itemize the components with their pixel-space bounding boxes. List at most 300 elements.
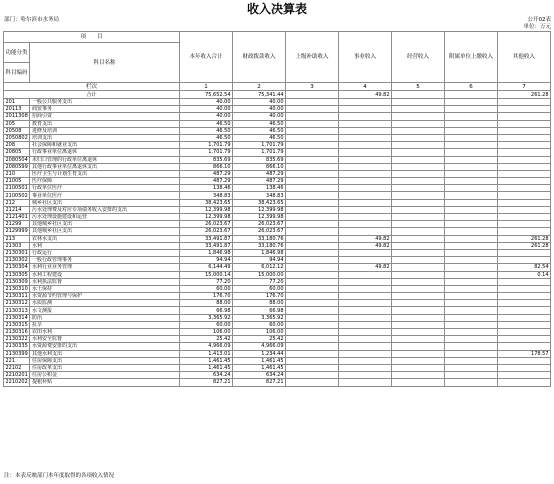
amount-cell: [498, 357, 551, 364]
amount-cell: [339, 293, 392, 300]
amount-cell: [445, 343, 498, 350]
amount-cell: 40.00: [233, 106, 286, 113]
amount-cell: [339, 307, 392, 314]
amount-cell: [445, 206, 498, 213]
table-row: [4, 156, 551, 163]
amount-cell: 49.82: [339, 242, 392, 249]
amount-cell: [498, 228, 551, 235]
amount-cell: 827.21: [180, 379, 233, 386]
amount-cell: [498, 134, 551, 141]
total-label: 合计: [4, 91, 180, 99]
amount-cell: [445, 329, 498, 336]
amount-cell: [445, 235, 498, 242]
table-row: [4, 329, 551, 336]
amount-cell: 46.50: [233, 127, 286, 134]
subject-name-cell: 水质监测: [30, 300, 180, 307]
amount-cell: 33,491.87: [180, 235, 233, 242]
amount-cell: [392, 364, 445, 371]
row-label-cell: 栏次: [4, 83, 180, 91]
col-other-header: 其他收入: [498, 32, 551, 83]
subject-code-cell: 2130302: [5, 257, 28, 264]
amount-cell: [498, 257, 551, 264]
amount-cell: [339, 149, 392, 156]
subject-name-cell: 污水处理设施建设和运营: [30, 214, 180, 221]
amount-cell: 82.54: [498, 264, 551, 271]
amount-cell: [339, 192, 392, 199]
subject-code-cell: 212: [4, 199, 30, 206]
amount-cell: [392, 214, 445, 221]
amount-cell: 261.28: [498, 235, 551, 242]
amount-cell: [445, 120, 498, 127]
amount-cell: [286, 99, 339, 106]
subject-code-cell: 2130313: [5, 307, 28, 314]
amount-cell: [392, 149, 445, 156]
total-cell: 75,652.54: [180, 91, 233, 99]
col-business-header: 事业收入: [339, 32, 392, 83]
amount-cell: [339, 214, 392, 221]
subject-name-cell: 进修及培训: [30, 127, 180, 134]
table-row: [4, 343, 551, 350]
amount-cell: 40.00: [233, 113, 286, 120]
table-row: [4, 350, 551, 357]
subject-name-cell: 抗旱: [30, 321, 180, 328]
subject-code-cell: 2210202: [5, 379, 28, 386]
table-row: [4, 134, 551, 141]
amount-cell: [286, 314, 339, 321]
subject-name-cell: 医疗卫生与计划生育支出: [30, 170, 180, 177]
amount-cell: 1,701.79: [233, 142, 286, 149]
table-row: [4, 264, 551, 271]
subject-name-cell: 教育支出: [30, 120, 180, 127]
amount-cell: [498, 120, 551, 127]
amount-cell: 176.70: [180, 293, 233, 300]
table-row: [4, 99, 551, 106]
amount-cell: 1,701.79: [180, 142, 233, 149]
amount-cell: [286, 321, 339, 328]
subject-code-cell: 2130314: [5, 314, 28, 321]
subject-name-cell: 住房公积金: [30, 372, 180, 379]
table-row: [4, 293, 551, 300]
colnum-cell: 3: [286, 83, 339, 91]
amount-cell: 33,180.76: [233, 235, 286, 242]
amount-cell: 487.29: [180, 178, 233, 185]
table-row: [4, 214, 551, 221]
amount-cell: 38,423.65: [180, 199, 233, 206]
subject-code-cell: 2130310: [5, 285, 28, 292]
subject-code-cell: 210: [4, 170, 30, 177]
amount-cell: 487.29: [233, 178, 286, 185]
amount-cell: 835.69: [180, 156, 233, 163]
amount-cell: [339, 329, 392, 336]
subject-code-cell: 21005: [4, 178, 30, 185]
amount-cell: [445, 364, 498, 371]
colnum-cell: 1: [180, 83, 233, 91]
amount-cell: 1,461.45: [180, 357, 233, 364]
subject-code-cell: 21299: [4, 221, 30, 228]
subject-name-cell: 农林水支出: [30, 235, 180, 242]
amount-cell: [339, 221, 392, 228]
subject-name-cell: 未归口管理的行政单位离退休: [30, 156, 180, 163]
amount-cell: 26,023.67: [233, 221, 286, 228]
amount-cell: 88.00: [180, 300, 233, 307]
amount-cell: 1,461.45: [233, 357, 286, 364]
amount-cell: [498, 149, 551, 156]
amount-cell: [339, 170, 392, 177]
amount-cell: 40.00: [233, 99, 286, 106]
amount-cell: [339, 300, 392, 307]
subject-code-cell: 20805: [4, 149, 30, 156]
form-code-label: 公开02表: [527, 17, 551, 23]
amount-cell: [498, 185, 551, 192]
amount-cell: [498, 106, 551, 113]
amount-cell: 1,461.45: [233, 364, 286, 371]
amount-cell: 138.46: [180, 185, 233, 192]
amount-cell: 40.00: [180, 106, 233, 113]
amount-cell: [339, 113, 392, 120]
amount-cell: 60.00: [180, 285, 233, 292]
amount-cell: [445, 199, 498, 206]
amount-cell: [498, 127, 551, 134]
amount-cell: [498, 343, 551, 350]
amount-cell: [445, 214, 498, 221]
amount-cell: [286, 242, 339, 249]
amount-cell: 60.00: [233, 285, 286, 292]
amount-cell: [392, 264, 445, 271]
table-row: [4, 142, 551, 149]
amount-cell: [286, 149, 339, 156]
amount-cell: [498, 372, 551, 379]
table-row: [4, 300, 551, 307]
amount-cell: [445, 134, 498, 141]
amount-cell: 866.10: [180, 163, 233, 170]
amount-cell: 40.00: [180, 99, 233, 106]
amount-cell: 94.94: [233, 257, 286, 264]
amount-cell: [339, 285, 392, 292]
colnum-cell: 5: [392, 83, 445, 91]
total-cell: [286, 91, 339, 99]
subject-name-cell: 其他城乡社区支出: [30, 228, 180, 235]
amount-cell: [286, 163, 339, 170]
subject-name-cell: 城乡社区支出: [30, 199, 180, 206]
amount-cell: [392, 192, 445, 199]
amount-cell: [286, 214, 339, 221]
amount-cell: [445, 372, 498, 379]
colnum-cell: 7: [498, 83, 551, 91]
amount-cell: [286, 228, 339, 235]
amount-cell: [339, 379, 392, 386]
amount-cell: 46.50: [180, 120, 233, 127]
amount-cell: [498, 379, 551, 386]
subject-name-cell: 行政事业单位离退休: [30, 149, 180, 156]
table-row: [4, 113, 551, 120]
subject-name-cell: 水资源节约管理与保护: [30, 293, 180, 300]
amount-cell: [339, 134, 392, 141]
amount-cell: 1,461.45: [180, 364, 233, 371]
amount-cell: [392, 293, 445, 300]
amount-cell: [445, 357, 498, 364]
amount-cell: [445, 271, 498, 278]
amount-cell: [392, 357, 445, 364]
subject-name-cell: 其他行政事业单位离退休支出: [30, 163, 180, 170]
total-cell: [445, 91, 498, 99]
amount-cell: [392, 221, 445, 228]
amount-cell: [498, 142, 551, 149]
amount-cell: [392, 343, 445, 350]
amount-cell: [392, 170, 445, 177]
subject-name-cell: 社会保障和就业支出: [30, 142, 180, 149]
subject-name-cell: 水利安全监督: [30, 336, 180, 343]
amount-cell: [286, 106, 339, 113]
amount-cell: [498, 336, 551, 343]
table-row: [4, 127, 551, 134]
amount-cell: 25.42: [180, 336, 233, 343]
amount-cell: [445, 228, 498, 235]
amount-cell: [445, 293, 498, 300]
col-fiscal-header: 财政拨款收入: [233, 32, 286, 83]
amount-cell: [392, 329, 445, 336]
subject-code-cell: 2100502: [5, 192, 28, 199]
amount-cell: [286, 221, 339, 228]
amount-cell: [286, 185, 339, 192]
amount-cell: [286, 300, 339, 307]
subject-code-cell: 2129999: [5, 228, 28, 235]
subject-name-cell: 其他水利支出: [30, 350, 180, 357]
subject-name-cell: 水土保持: [30, 285, 180, 292]
amount-cell: 1,701.79: [180, 149, 233, 156]
amount-cell: [498, 314, 551, 321]
amount-cell: [286, 206, 339, 213]
col-operating-header: 经营收入: [392, 32, 445, 83]
amount-cell: [498, 278, 551, 285]
amount-cell: [286, 379, 339, 386]
table-row: [4, 314, 551, 321]
colnum-cell: 6: [445, 83, 498, 91]
amount-cell: [392, 199, 445, 206]
amount-cell: [445, 278, 498, 285]
amount-cell: [445, 149, 498, 156]
amount-cell: 49.82: [339, 235, 392, 242]
amount-cell: [392, 242, 445, 249]
subject-code-cell: 2130311: [5, 293, 28, 300]
subject-name-cell: 农田水利: [30, 329, 180, 336]
subject-code-cell: 2100501: [5, 185, 28, 192]
amount-cell: [286, 113, 339, 120]
subject-code-cell: 205: [4, 120, 30, 127]
amount-cell: 33,180.76: [233, 242, 286, 249]
amount-cell: [339, 185, 392, 192]
amount-cell: [286, 235, 339, 242]
unit-label: 单位：万元: [523, 24, 551, 30]
amount-cell: 1,234.44: [233, 350, 286, 357]
table-row: [4, 372, 551, 379]
subject-name-cell: 招商引资: [30, 113, 180, 120]
amount-cell: [445, 192, 498, 199]
amount-cell: [392, 249, 445, 256]
amount-cell: [392, 113, 445, 120]
amount-cell: [339, 271, 392, 278]
amount-cell: [392, 257, 445, 264]
table-row: [4, 178, 551, 185]
table-row: [4, 106, 551, 113]
amount-cell: [392, 314, 445, 321]
subject-code-cell: 2130322: [5, 336, 28, 343]
amount-cell: [445, 307, 498, 314]
amount-cell: [286, 142, 339, 149]
amount-cell: [392, 127, 445, 134]
amount-cell: [286, 329, 339, 336]
amount-cell: [339, 336, 392, 343]
amount-cell: 6,144.49: [180, 264, 233, 271]
footnote: 注：本表反映部门本年度取得的各项收入情况: [4, 473, 115, 479]
subject-code-header: 科目编码: [4, 63, 30, 83]
table-row: [4, 321, 551, 328]
amount-cell: [339, 142, 392, 149]
amount-cell: 60.00: [233, 321, 286, 328]
subject-name-cell: 水文测报: [30, 307, 180, 314]
amount-cell: [392, 278, 445, 285]
subject-name-cell: 医疗保障: [30, 178, 180, 185]
amount-cell: 15,000.00: [233, 271, 286, 278]
subject-code-cell: 2080504: [5, 156, 28, 163]
amount-cell: [286, 264, 339, 271]
amount-cell: [445, 142, 498, 149]
amount-cell: 77.20: [180, 278, 233, 285]
table-row: [4, 221, 551, 228]
subject-name-cell: 其他城乡社区支出: [30, 221, 180, 228]
table-row: [4, 271, 551, 278]
amount-cell: [445, 127, 498, 134]
amount-cell: [286, 271, 339, 278]
amount-cell: [445, 336, 498, 343]
amount-cell: [498, 300, 551, 307]
amount-cell: 12,399.98: [180, 214, 233, 221]
subject-code-cell: 2130315: [5, 321, 28, 328]
amount-cell: [445, 264, 498, 271]
amount-cell: [286, 249, 339, 256]
amount-cell: 12,399.98: [180, 206, 233, 213]
subject-name-cell: 商贸事务: [30, 106, 180, 113]
department-label: 部门：哈尔滨市水务局: [4, 17, 60, 23]
amount-cell: [339, 343, 392, 350]
colnum-cell: 4: [339, 83, 392, 91]
subject-name-cell: 污水处理费及对应专项债务收入安排的支出: [30, 206, 180, 213]
amount-cell: [498, 293, 551, 300]
col-superior-header: 上级补助收入: [286, 32, 339, 83]
amount-cell: [392, 350, 445, 357]
table-row: [4, 235, 551, 242]
amount-cell: [445, 350, 498, 357]
amount-cell: 25.42: [233, 336, 286, 343]
amount-cell: [339, 350, 392, 357]
amount-cell: [445, 321, 498, 328]
amount-cell: [286, 134, 339, 141]
amount-cell: [286, 293, 339, 300]
subject-name-cell: 水利: [30, 242, 180, 249]
amount-cell: [392, 178, 445, 185]
table-row: [4, 379, 551, 386]
amount-cell: [498, 285, 551, 292]
amount-cell: 66.98: [233, 307, 286, 314]
subject-name-cell: 一般公共服务支出: [30, 99, 180, 106]
amount-cell: [498, 206, 551, 213]
amount-cell: [286, 357, 339, 364]
table-row: [4, 249, 551, 256]
amount-cell: 38,423.65: [233, 199, 286, 206]
amount-cell: [498, 156, 551, 163]
subject-name-cell: 水利执法监督: [30, 278, 180, 285]
amount-cell: 1,846.98: [233, 249, 286, 256]
amount-cell: [392, 321, 445, 328]
amount-cell: 40.00: [180, 113, 233, 120]
amount-cell: [445, 163, 498, 170]
amount-cell: 1,846.98: [180, 249, 233, 256]
subject-code-cell: 201: [4, 99, 30, 106]
total-row: [4, 91, 551, 99]
amount-cell: 26,023.67: [180, 221, 233, 228]
project-header: 项 目: [4, 32, 180, 43]
amount-cell: 106.00: [233, 329, 286, 336]
subject-name-cell: 提租补贴: [30, 379, 180, 386]
amount-cell: 3,365.92: [180, 314, 233, 321]
table-body: [4, 91, 551, 387]
amount-cell: 12,399.98: [233, 206, 286, 213]
amount-cell: [498, 307, 551, 314]
amount-cell: [498, 163, 551, 170]
amount-cell: [286, 364, 339, 371]
amount-cell: 12,399.98: [233, 214, 286, 221]
amount-cell: [286, 372, 339, 379]
amount-cell: [286, 257, 339, 264]
subject-code-cell: 2130316: [5, 329, 28, 336]
amount-cell: [339, 249, 392, 256]
amount-cell: [339, 199, 392, 206]
amount-cell: [392, 307, 445, 314]
subject-name-cell: 一般行政管理事务: [30, 257, 180, 264]
amount-cell: 26,023.67: [180, 228, 233, 235]
colnum-cell: 2: [233, 83, 286, 91]
amount-cell: [392, 336, 445, 343]
amount-cell: 1,701.79: [233, 149, 286, 156]
amount-cell: 176.70: [233, 293, 286, 300]
amount-cell: [392, 271, 445, 278]
amount-cell: 46.50: [233, 120, 286, 127]
amount-cell: 348.83: [180, 192, 233, 199]
amount-cell: [498, 321, 551, 328]
amount-cell: [498, 329, 551, 336]
amount-cell: [392, 228, 445, 235]
amount-cell: [392, 99, 445, 106]
table-row: [4, 336, 551, 343]
amount-cell: 46.50: [180, 134, 233, 141]
amount-cell: [392, 372, 445, 379]
subject-name-cell: 行政运行: [30, 249, 180, 256]
amount-cell: 6,012.12: [233, 264, 286, 271]
amount-cell: [445, 285, 498, 292]
subject-code-cell: 221: [4, 357, 30, 364]
subject-code-cell: 20508: [4, 127, 30, 134]
amount-cell: [286, 285, 339, 292]
amount-cell: [498, 364, 551, 371]
amount-cell: [286, 192, 339, 199]
amount-cell: [339, 321, 392, 328]
amount-cell: [498, 113, 551, 120]
total-cell: 49.82: [339, 91, 392, 99]
amount-cell: [498, 192, 551, 199]
amount-cell: 94.94: [180, 257, 233, 264]
income-table: [3, 31, 551, 387]
amount-cell: [498, 178, 551, 185]
col-total-header: 本年收入合计: [180, 32, 233, 83]
